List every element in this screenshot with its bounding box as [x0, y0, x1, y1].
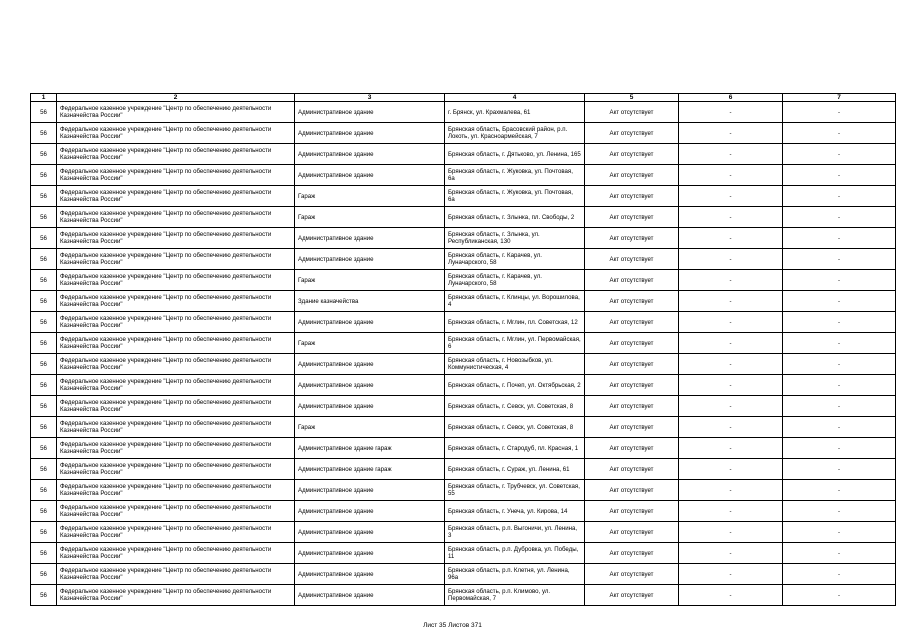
address-cell: Брянская область, г. Новозыбков, ул. Коммунистическая, 4 — [445, 354, 585, 375]
table-row — [31, 522, 896, 543]
object-type-cell: Административное здание — [295, 543, 445, 564]
column-6-cell: - — [679, 123, 783, 144]
column-6-cell: - — [679, 228, 783, 249]
act-status-cell: Акт отсутствует — [585, 501, 679, 522]
table-row — [31, 564, 896, 585]
act-status-cell: Акт отсутствует — [585, 228, 679, 249]
act-status-cell: Акт отсутствует — [585, 585, 679, 606]
table-row — [31, 312, 896, 333]
column-header: 5 — [585, 94, 679, 102]
column-6-cell: - — [679, 291, 783, 312]
act-status-cell: Акт отсутствует — [585, 123, 679, 144]
row-number-cell: 56 — [31, 144, 57, 165]
row-number-cell: 56 — [31, 522, 57, 543]
object-type-cell: Административное здание — [295, 480, 445, 501]
owner-cell: Федеральное казенное учреждение "Центр по обеспечению деятельности Казначейства России" — [57, 270, 295, 291]
table-row — [31, 144, 896, 165]
column-7-cell: - — [783, 144, 896, 165]
column-6-cell: - — [679, 543, 783, 564]
act-status-cell: Акт отсутствует — [585, 480, 679, 501]
column-6-cell: - — [679, 165, 783, 186]
row-number-cell: 56 — [31, 333, 57, 354]
act-status-cell: Акт отсутствует — [585, 186, 679, 207]
column-6-cell: - — [679, 564, 783, 585]
owner-cell: Федеральное казенное учреждение "Центр по обеспечению деятельности Казначейства России" — [57, 186, 295, 207]
address-cell: Брянская область, г. Унеча, ул. Кирова, 14 — [445, 501, 585, 522]
column-6-cell: - — [679, 144, 783, 165]
table-row — [31, 417, 896, 438]
column-header: 1 — [31, 94, 57, 102]
row-number-cell: 56 — [31, 186, 57, 207]
object-type-cell: Гараж — [295, 270, 445, 291]
column-7-cell: - — [783, 333, 896, 354]
address-cell: Брянская область, г. Жуковка, ул. Почтовая, 6а — [445, 165, 585, 186]
column-6-cell: - — [679, 417, 783, 438]
column-6-cell: - — [679, 396, 783, 417]
address-cell: Брянская область, г. Мглин, ул. Первомайская, 6 — [445, 333, 585, 354]
column-7-cell: - — [783, 123, 896, 144]
row-number-cell: 56 — [31, 165, 57, 186]
column-6-cell: - — [679, 102, 783, 123]
table-body — [31, 102, 896, 606]
object-type-cell: Административное здание — [295, 123, 445, 144]
column-6-cell: - — [679, 249, 783, 270]
object-type-cell: Административное здание — [295, 102, 445, 123]
address-cell: Брянская область, г. Карачев, ул. Луначарского, 58 — [445, 270, 585, 291]
table-row — [31, 501, 896, 522]
row-number-cell: 56 — [31, 438, 57, 459]
act-status-cell: Акт отсутствует — [585, 459, 679, 480]
table-row — [31, 270, 896, 291]
table-row — [31, 585, 896, 606]
column-6-cell: - — [679, 186, 783, 207]
table-row — [31, 249, 896, 270]
owner-cell: Федеральное казенное учреждение "Центр по обеспечению деятельности Казначейства России" — [57, 417, 295, 438]
column-7-cell: - — [783, 228, 896, 249]
row-number-cell: 56 — [31, 207, 57, 228]
address-cell: Брянская область, г. Клинцы, ул. Ворошилова, 4 — [445, 291, 585, 312]
column-header: 4 — [445, 94, 585, 102]
table-row — [31, 375, 896, 396]
table-row — [31, 396, 896, 417]
column-7-cell: - — [783, 417, 896, 438]
address-cell: Брянская область, р.п. Выгоничи, ул. Ленина, 3 — [445, 522, 585, 543]
row-number-cell: 56 — [31, 417, 57, 438]
act-status-cell: Акт отсутствует — [585, 291, 679, 312]
row-number-cell: 56 — [31, 501, 57, 522]
owner-cell: Федеральное казенное учреждение "Центр по обеспечению деятельности Казначейства России" — [57, 354, 295, 375]
address-cell: Брянская область, г. Трубчевск, ул. Советская, 55 — [445, 480, 585, 501]
address-cell: Брянская область, г. Почеп, ул. Октябрьская, 2 — [445, 375, 585, 396]
object-type-cell: Административное здание — [295, 375, 445, 396]
owner-cell: Федеральное казенное учреждение "Центр по обеспечению деятельности Казначейства России" — [57, 375, 295, 396]
column-7-cell: - — [783, 459, 896, 480]
owner-cell: Федеральное казенное учреждение "Центр по обеспечению деятельности Казначейства России" — [57, 501, 295, 522]
address-cell: Брянская область, р.п. Клетня, ул. Ленина, 96а — [445, 564, 585, 585]
act-status-cell: Акт отсутствует — [585, 312, 679, 333]
object-type-cell: Административное здание гараж — [295, 459, 445, 480]
table-row — [31, 207, 896, 228]
row-number-cell: 56 — [31, 123, 57, 144]
column-7-cell: - — [783, 249, 896, 270]
column-6-cell: - — [679, 480, 783, 501]
address-cell: Брянская область, р.п. Климово, ул. Первомайская, 7 — [445, 585, 585, 606]
object-type-cell: Гараж — [295, 207, 445, 228]
column-7-cell: - — [783, 396, 896, 417]
address-cell: Брянская область, г. Злынка, ул. Республиканская, 130 — [445, 228, 585, 249]
row-number-cell: 56 — [31, 354, 57, 375]
row-number-cell: 56 — [31, 459, 57, 480]
column-6-cell: - — [679, 354, 783, 375]
column-7-cell: - — [783, 207, 896, 228]
column-7-cell: - — [783, 564, 896, 585]
address-cell: Брянская область, г. Дятьково, ул. Ленина, 165 — [445, 144, 585, 165]
column-7-cell: - — [783, 543, 896, 564]
column-7-cell: - — [783, 501, 896, 522]
act-status-cell: Акт отсутствует — [585, 333, 679, 354]
owner-cell: Федеральное казенное учреждение "Центр по обеспечению деятельности Казначейства России" — [57, 564, 295, 585]
table-row — [31, 438, 896, 459]
column-6-cell: - — [679, 333, 783, 354]
object-type-cell: Административное здание — [295, 165, 445, 186]
act-status-cell: Акт отсутствует — [585, 354, 679, 375]
column-7-cell: - — [783, 165, 896, 186]
owner-cell: Федеральное казенное учреждение "Центр по обеспечению деятельности Казначейства России" — [57, 459, 295, 480]
table-row — [31, 333, 896, 354]
column-header: 3 — [295, 94, 445, 102]
object-type-cell: Административное здание — [295, 396, 445, 417]
owner-cell: Федеральное казенное учреждение "Центр по обеспечению деятельности Казначейства России" — [57, 102, 295, 123]
act-status-cell: Акт отсутствует — [585, 249, 679, 270]
column-7-cell: - — [783, 312, 896, 333]
object-type-cell: Административное здание — [295, 249, 445, 270]
column-6-cell: - — [679, 585, 783, 606]
object-type-cell: Административное здание — [295, 144, 445, 165]
column-6-cell: - — [679, 501, 783, 522]
column-6-cell: - — [679, 438, 783, 459]
table-row — [31, 354, 896, 375]
owner-cell: Федеральное казенное учреждение "Центр по обеспечению деятельности Казначейства России" — [57, 207, 295, 228]
row-number-cell: 56 — [31, 396, 57, 417]
row-number-cell: 56 — [31, 291, 57, 312]
row-number-cell: 56 — [31, 249, 57, 270]
row-number-cell: 56 — [31, 480, 57, 501]
address-cell: Брянская область, г. Стародуб, пл. Красная, 1 — [445, 438, 585, 459]
column-7-cell: - — [783, 291, 896, 312]
column-header: 7 — [783, 94, 896, 102]
owner-cell: Федеральное казенное учреждение "Центр по обеспечению деятельности Казначейства России" — [57, 522, 295, 543]
owner-cell: Федеральное казенное учреждение "Центр по обеспечению деятельности Казначейства России" — [57, 333, 295, 354]
object-type-cell: Гараж — [295, 186, 445, 207]
table-row — [31, 291, 896, 312]
act-status-cell: Акт отсутствует — [585, 165, 679, 186]
row-number-cell: 56 — [31, 543, 57, 564]
owner-cell: Федеральное казенное учреждение "Центр по обеспечению деятельности Казначейства России" — [57, 228, 295, 249]
object-type-cell: Административное здание — [295, 585, 445, 606]
registry-table-container — [30, 93, 895, 606]
column-7-cell: - — [783, 480, 896, 501]
table-row — [31, 543, 896, 564]
table-row — [31, 459, 896, 480]
column-6-cell: - — [679, 459, 783, 480]
act-status-cell: Акт отсутствует — [585, 543, 679, 564]
owner-cell: Федеральное казенное учреждение "Центр по обеспечению деятельности Казначейства России" — [57, 144, 295, 165]
act-status-cell: Акт отсутствует — [585, 102, 679, 123]
column-7-cell: - — [783, 375, 896, 396]
address-cell: Брянская область, г. Севск, ул. Советская, 8 — [445, 396, 585, 417]
registry-table — [30, 93, 896, 606]
object-type-cell: Здание казначейства — [295, 291, 445, 312]
owner-cell: Федеральное казенное учреждение "Центр по обеспечению деятельности Казначейства России" — [57, 165, 295, 186]
column-7-cell: - — [783, 102, 896, 123]
row-number-cell: 56 — [31, 102, 57, 123]
owner-cell: Федеральное казенное учреждение "Центр по обеспечению деятельности Казначейства России" — [57, 396, 295, 417]
column-6-cell: - — [679, 375, 783, 396]
row-number-cell: 56 — [31, 564, 57, 585]
act-status-cell: Акт отсутствует — [585, 270, 679, 291]
row-number-cell: 56 — [31, 312, 57, 333]
act-status-cell: Акт отсутствует — [585, 396, 679, 417]
table-row — [31, 102, 896, 123]
object-type-cell: Гараж — [295, 417, 445, 438]
address-cell: Брянская область, г. Сураж, ул. Ленина, 61 — [445, 459, 585, 480]
owner-cell: Федеральное казенное учреждение "Центр по обеспечению деятельности Казначейства России" — [57, 585, 295, 606]
column-7-cell: - — [783, 522, 896, 543]
table-row — [31, 123, 896, 144]
object-type-cell: Административное здание — [295, 228, 445, 249]
column-6-cell: - — [679, 207, 783, 228]
row-number-cell: 56 — [31, 375, 57, 396]
act-status-cell: Акт отсутствует — [585, 417, 679, 438]
act-status-cell: Акт отсутствует — [585, 564, 679, 585]
owner-cell: Федеральное казенное учреждение "Центр по обеспечению деятельности Казначейства России" — [57, 480, 295, 501]
column-header: 2 — [57, 94, 295, 102]
act-status-cell: Акт отсутствует — [585, 207, 679, 228]
column-7-cell: - — [783, 270, 896, 291]
table-row — [31, 228, 896, 249]
column-7-cell: - — [783, 186, 896, 207]
address-cell: Брянская область, г. Мглин, пл. Советская, 12 — [445, 312, 585, 333]
table-row — [31, 186, 896, 207]
owner-cell: Федеральное казенное учреждение "Центр по обеспечению деятельности Казначейства России" — [57, 312, 295, 333]
address-cell: Брянская область, г. Жуковка, ул. Почтовая, 6а — [445, 186, 585, 207]
address-cell: Брянская область, г. Злынка, пл. Свободы, 2 — [445, 207, 585, 228]
owner-cell: Федеральное казенное учреждение "Центр по обеспечению деятельности Казначейства России" — [57, 291, 295, 312]
address-cell: Брянская область, г. Севск, ул. Советская, 8 — [445, 417, 585, 438]
address-cell: Брянская область, Брасовский район, р.п. Локоть, ул. Красноармейская, 7 — [445, 123, 585, 144]
owner-cell: Федеральное казенное учреждение "Центр по обеспечению деятельности Казначейства России" — [57, 249, 295, 270]
owner-cell: Федеральное казенное учреждение "Центр по обеспечению деятельности Казначейства России" — [57, 543, 295, 564]
column-7-cell: - — [783, 354, 896, 375]
object-type-cell: Административное здание — [295, 312, 445, 333]
object-type-cell: Административное здание — [295, 501, 445, 522]
column-7-cell: - — [783, 585, 896, 606]
row-number-cell: 56 — [31, 270, 57, 291]
column-6-cell: - — [679, 312, 783, 333]
act-status-cell: Акт отсутствует — [585, 375, 679, 396]
table-row — [31, 165, 896, 186]
page-footer: Лист 35 Листов 371 — [423, 622, 482, 629]
column-7-cell: - — [783, 438, 896, 459]
object-type-cell: Административное здание — [295, 522, 445, 543]
address-cell: г. Брянск, ул. Крахмалева, 61 — [445, 102, 585, 123]
column-header: 6 — [679, 94, 783, 102]
act-status-cell: Акт отсутствует — [585, 438, 679, 459]
act-status-cell: Акт отсутствует — [585, 522, 679, 543]
row-number-cell: 56 — [31, 228, 57, 249]
object-type-cell: Гараж — [295, 333, 445, 354]
owner-cell: Федеральное казенное учреждение "Центр по обеспечению деятельности Казначейства России" — [57, 438, 295, 459]
table-row — [31, 480, 896, 501]
object-type-cell: Административное здание гараж — [295, 438, 445, 459]
act-status-cell: Акт отсутствует — [585, 144, 679, 165]
row-number-cell: 56 — [31, 585, 57, 606]
header-row — [31, 94, 896, 102]
address-cell: Брянская область, г. Карачев, ул. Луначарского, 58 — [445, 249, 585, 270]
object-type-cell: Административное здание — [295, 564, 445, 585]
column-6-cell: - — [679, 522, 783, 543]
address-cell: Брянская область, р.п. Дубровка, ул. Победы, 11 — [445, 543, 585, 564]
column-6-cell: - — [679, 270, 783, 291]
owner-cell: Федеральное казенное учреждение "Центр по обеспечению деятельности Казначейства России" — [57, 123, 295, 144]
object-type-cell: Административное здание — [295, 354, 445, 375]
